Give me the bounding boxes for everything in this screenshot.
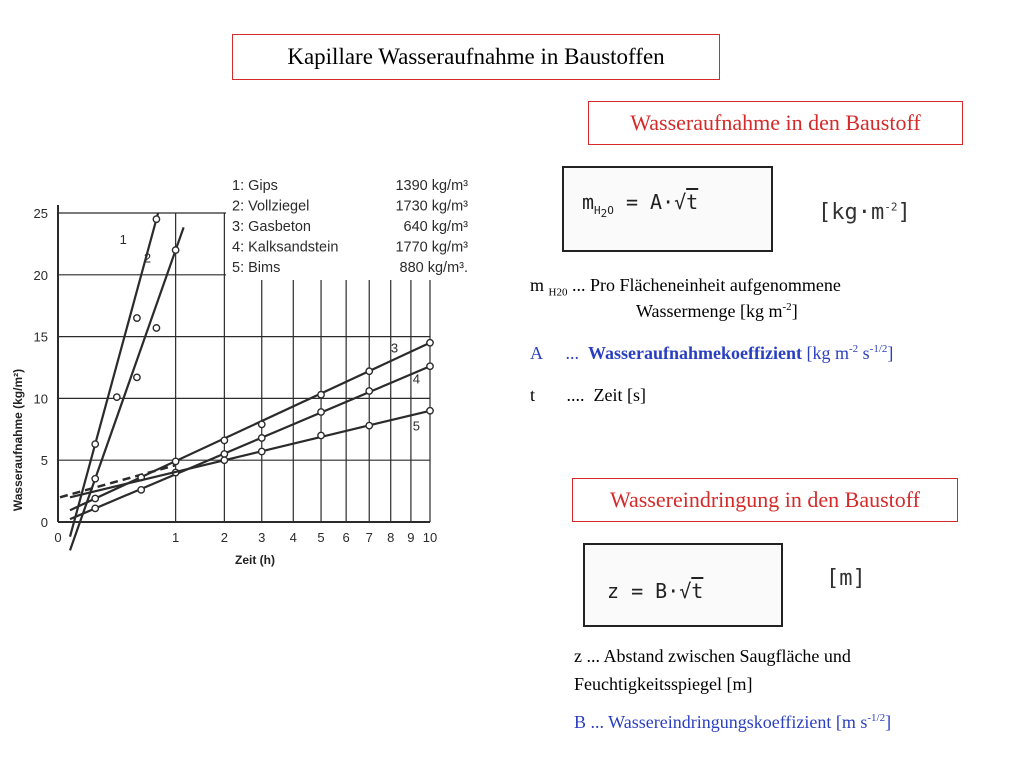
series-3-point — [259, 421, 265, 427]
y-tick-label: 5 — [40, 453, 48, 469]
series-5-label: 5 — [412, 418, 420, 434]
y-tick-label: 15 — [33, 329, 48, 345]
definition-a: A ... Wasseraufnahmekoeffizient [kg $m^{-2}$ $s^{-1/2}$] — [530, 343, 894, 363]
series-3-label: 3 — [390, 340, 399, 356]
formula-water-uptake-text: $m_{H_2O} = A\cdot√t$ — [582, 190, 699, 221]
series-3-point — [92, 495, 98, 501]
page-title: Kapillare Wasseraufnahme in Baustoffen — [232, 34, 720, 80]
series-1-point — [134, 315, 140, 321]
x-tick-label: 6 — [342, 530, 350, 545]
series-1-label: 1 — [119, 231, 127, 247]
y-axis-label: Wasseraufnahme (kg/m²) — [11, 368, 25, 512]
section-title-water-penetration: Wassereindringung in den Baustoff — [572, 478, 958, 522]
series-4-point — [427, 363, 433, 369]
series-5-point — [221, 457, 227, 463]
definition-b: B ... Wassereindringungskoeffizient [m $s^{-1/2}$] — [574, 712, 892, 732]
y-tick-label: 10 — [33, 391, 48, 407]
x-tick-label: 0 — [54, 530, 62, 545]
definition-z-continued: Feuchtigkeitsspiegel [m] — [574, 674, 753, 694]
x-tick-label: 1 — [172, 530, 180, 545]
series-4-point — [318, 409, 324, 415]
x-tick-label: 3 — [258, 530, 266, 545]
x-tick-label: 10 — [422, 530, 438, 545]
legend-entry-density: 1770 kg/m³ — [395, 239, 468, 256]
x-tick-label: 2 — [220, 530, 228, 545]
x-tick-label: 4 — [289, 530, 297, 545]
legend-entry-label: 2: Vollziegel — [232, 198, 310, 215]
legend-entry-label: 4: Kalksandstein — [232, 239, 339, 256]
series-5-line — [70, 411, 430, 498]
x-tick-label: 5 — [317, 530, 325, 545]
series-5-point — [259, 448, 265, 454]
series-3-point — [172, 458, 178, 464]
y-tick-label: 0 — [40, 515, 48, 530]
series-4-point — [221, 451, 227, 457]
x-tick-label: 8 — [387, 530, 395, 545]
series-3-point — [366, 368, 372, 374]
formula-water-uptake — [562, 166, 773, 252]
series-2-point — [172, 247, 178, 253]
series-1-point — [153, 216, 159, 222]
unit-water-uptake: $[kg\cdot m^{-2}]$ — [818, 200, 911, 225]
unit-water-penetration: [m] — [826, 566, 866, 591]
series-4-line — [70, 366, 430, 519]
legend-entry-label: 5: Bims — [232, 260, 281, 276]
legend-entry-density: 880 kg/m³. — [399, 260, 468, 276]
legend-entry-label: 1: Gips — [232, 178, 278, 194]
y-tick-label: 25 — [33, 206, 48, 221]
series-5-point — [427, 408, 433, 414]
series-4-point — [259, 435, 265, 441]
series-4-label: 4 — [412, 371, 420, 387]
definition-m: m $_{H20}$ ... Pro Flächeneinheit aufgenommene — [530, 275, 841, 299]
section-title-water-uptake: Wasseraufnahme in den Baustoff — [588, 101, 963, 145]
legend-entry-density: 1390 kg/m³ — [395, 178, 468, 194]
definition-m-continued: Wassermenge [kg $m^{-2}$] — [636, 301, 798, 321]
definition-t: t .... Zeit [s] — [530, 385, 646, 405]
formula-water-penetration — [583, 543, 783, 627]
series-2-label: 2 — [143, 250, 152, 266]
capillary-uptake-chart — [0, 150, 500, 575]
series-2-point — [153, 325, 159, 331]
series-2-point — [134, 374, 140, 380]
series-1-point — [92, 441, 98, 447]
series-4-point — [92, 505, 98, 511]
legend-entry-density: 1730 kg/m³ — [395, 198, 468, 215]
series-2-point — [92, 476, 98, 482]
formula-water-penetration-text: z = B·√t — [607, 579, 704, 603]
legend-entry-density: 640 kg/m³ — [403, 219, 468, 235]
x-tick-label: 9 — [407, 530, 415, 545]
definition-z: z ... Abstand zwischen Saugfläche und — [574, 646, 851, 666]
series-4-point — [138, 487, 144, 493]
x-tick-label: 7 — [365, 530, 373, 545]
y-tick-label: 20 — [33, 267, 48, 283]
series-1-point — [114, 394, 120, 400]
series-3-point — [427, 340, 433, 346]
x-axis-label: Zeit (h) — [235, 553, 275, 567]
series-5-point — [318, 432, 324, 438]
chart-legend — [226, 172, 488, 280]
series-3-point — [318, 391, 324, 397]
series-4-point — [366, 388, 372, 394]
series-3-point — [221, 437, 227, 443]
legend-entry-label: 3: Gasbeton — [232, 219, 311, 235]
series-5-point — [366, 422, 372, 428]
